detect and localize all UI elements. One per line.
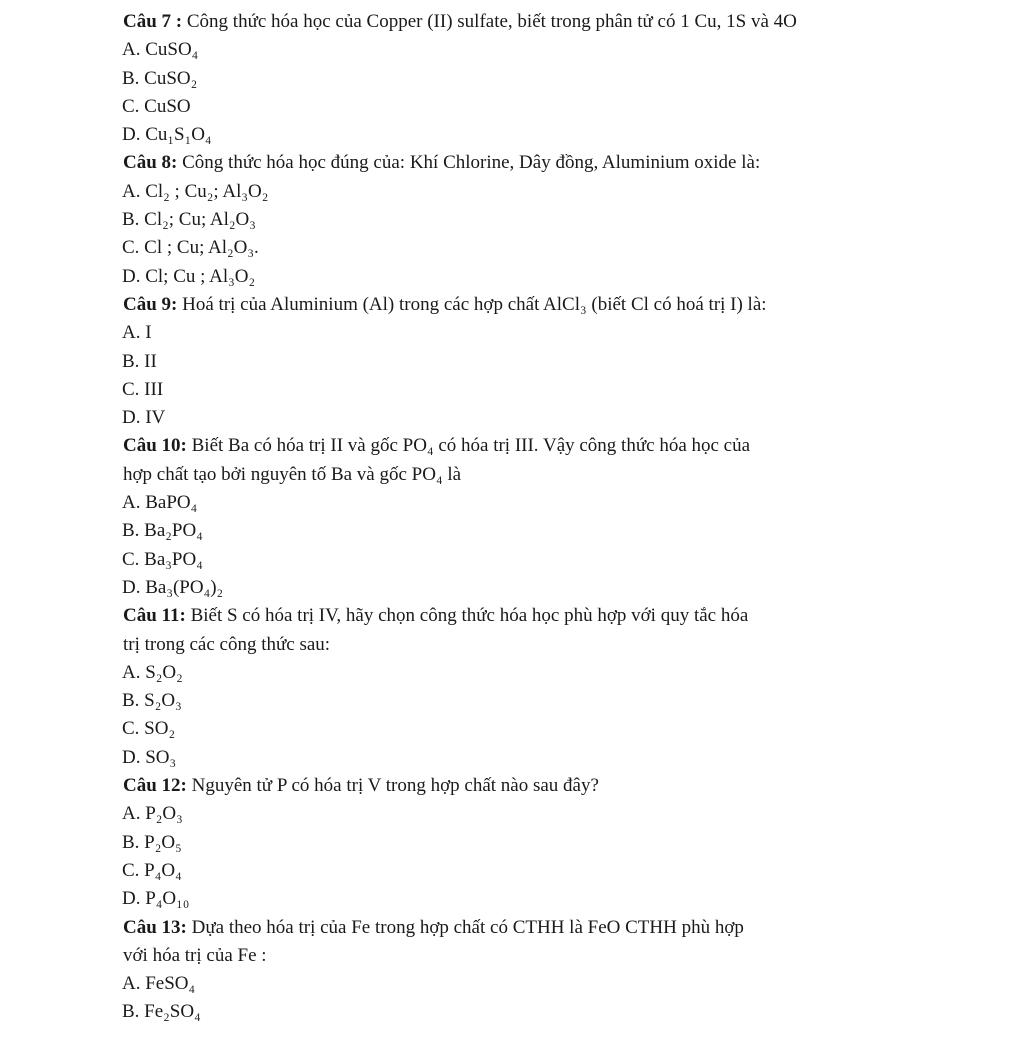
option-c: C. Ba₃PO₄ — [122, 548, 203, 570]
option-d: D. SO₃ — [122, 746, 177, 768]
question-text-continued: trị trong các công thức sau: — [123, 633, 331, 655]
option-a: A. S₂O₂ — [122, 661, 183, 683]
option-c: C. Cl ; Cu; Al₂O₃. — [122, 237, 259, 259]
question-label: Câu 8: — [123, 152, 178, 174]
question-10 — [0, 432, 1024, 460]
question-text: Công thức hóa học của Copper (II) sulfate, biết trong phân tử có 1 Cu, 1S và 4O — [186, 11, 797, 32]
question-13 — [0, 914, 1024, 942]
option-a: A. BaPO₄ — [122, 492, 198, 514]
question-label: Câu 12: — [123, 775, 187, 797]
option-d: D. Cu₁S₁O₄ — [122, 124, 212, 146]
option-b: B. CuSO₂ — [122, 67, 198, 89]
option-a: A. P₂O₃ — [122, 803, 183, 825]
option-d: D. P₄O₁₀ — [122, 888, 190, 910]
question-text: Biết Ba có hóa trị II và gốc PO₄ có hóa trị III. Vậy công thức hóa học của — [191, 435, 751, 457]
question-label: Câu 11: — [123, 605, 186, 627]
option-d: D. IV — [122, 407, 166, 429]
question-8 — [0, 149, 1024, 177]
question-text: Biết S có hóa trị IV, hãy chọn công thức hóa học phù hợp với quy tắc hóa — [190, 605, 749, 627]
option-b: B. Fe₂SO₄ — [122, 1001, 201, 1023]
question-text: Hoá trị của Aluminium (Al) trong các hợp chất AlCl₃ (biết Cl có hoá trị I) là: — [182, 293, 767, 315]
option-a: A. Cl₂ ; Cu₂; Al₃O₂ — [122, 180, 269, 202]
option-b: B. Ba₂PO₄ — [122, 520, 203, 542]
question-text: Nguyên tử P có hóa trị V trong hợp chất nào sau đây? — [191, 775, 599, 797]
option-a: A. I — [122, 322, 152, 344]
option-b: B. II — [122, 350, 157, 372]
question-label: Câu 13: — [123, 916, 187, 938]
question-11 — [0, 602, 1024, 630]
question-label: Câu 9: — [123, 293, 178, 315]
option-d: D. Cl; Cu ; Al₃O₂ — [122, 265, 256, 287]
question-label: Câu 10: — [123, 435, 187, 457]
option-b: B. P₂O₅ — [122, 831, 182, 853]
option-c: C. SO₂ — [122, 718, 176, 740]
question-text-continued: hợp chất tạo bởi nguyên tố Ba và gốc PO₄ là — [123, 463, 462, 485]
option-a: A. CuSO₄ — [122, 39, 199, 61]
worksheet-page — [0, 8, 1024, 1027]
question-label: Câu 7 : — [123, 11, 183, 32]
question-text: Công thức hóa học đúng của: Khí Chlorine, Dây đồng, Aluminium oxide là: — [182, 152, 761, 174]
question-text: Dựa theo hóa trị của Fe trong hợp chất có CTHH là FeO CTHH phù hợp — [191, 916, 744, 938]
option-c: C. III — [122, 378, 164, 400]
option-a: A. FeSO₄ — [122, 973, 196, 995]
question-9 — [0, 291, 1024, 319]
option-b: B. S₂O₃ — [122, 690, 182, 712]
question-text-continued: với hóa trị của Fe : — [123, 944, 267, 966]
option-c: C. P₄O₄ — [122, 859, 182, 881]
option-d: D. Ba₃(PO₄)₂ — [122, 576, 224, 598]
option-c: C. CuSO — [122, 95, 191, 117]
question-7 — [0, 8, 1024, 36]
question-12 — [0, 772, 1024, 800]
option-b: B. Cl₂; Cu; Al₂O₃ — [122, 209, 256, 231]
